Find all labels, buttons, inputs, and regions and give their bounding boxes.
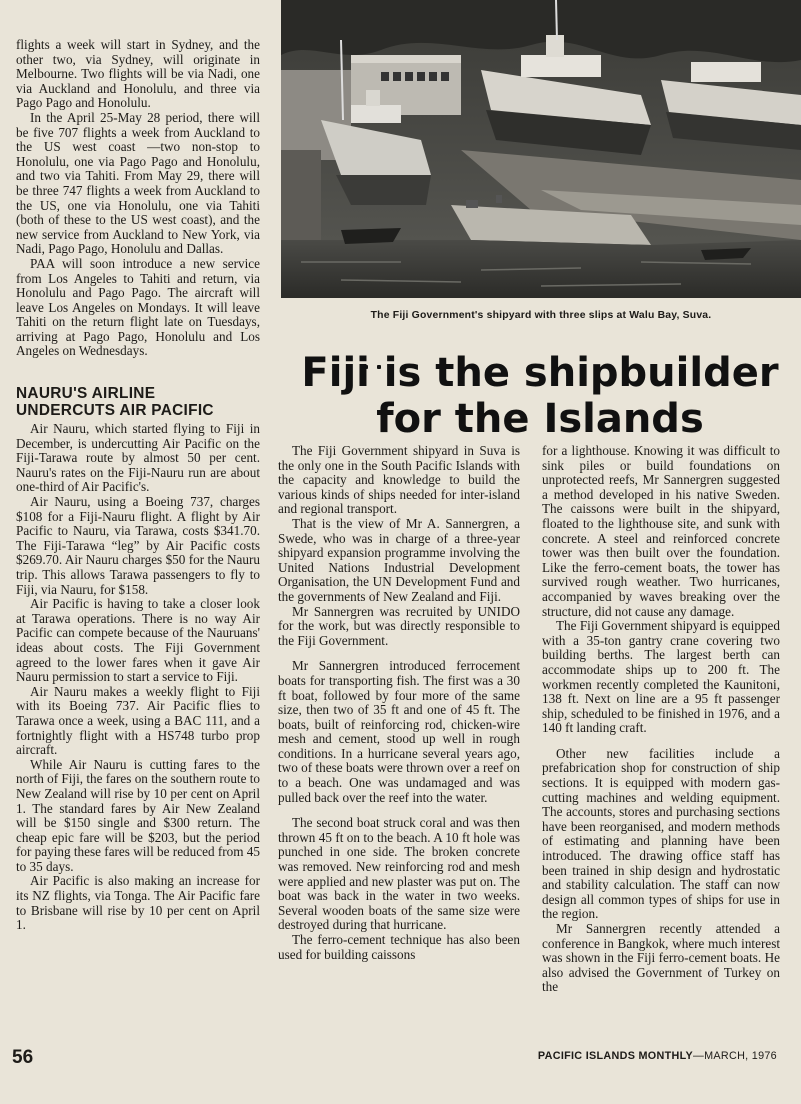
paragraph: flights a week will start in Sydney, and the other two, via Sydney, will originate in Melbourne. Two flights will be via Nadi, one via Auckland and Honolulu, and three via Pago Pago and Honolulu.	[16, 37, 260, 111]
photo-caption: The Fiji Government's shipyard with three slips at Walu Bay, Suva.	[370, 310, 712, 321]
headline-line: for the Islands	[376, 396, 704, 442]
paragraph: The second boat struck coral and was then thrown 45 ft on to the beach. A 10 ft hole was punched in one side. The broken concrete was removed. New reinforcing rod and mesh were applied and new plaster was put on. The boat was back in the water in two weeks. Several wooden boats of the same size were destroyed during that hurricane.	[278, 815, 520, 933]
paragraph: That is the view of Mr A. Sannergren, a Swede, who was in charge of a three-year shipyard expansion programme involving the United Nations Industrial Development Organisation, the UN Development Fund and the governments of New Zealand and Fiji.	[278, 515, 520, 604]
section-heading-line: NAURU'S AIRLINE	[16, 385, 156, 403]
paragraph: Air Nauru, using a Boeing 737, charges $108 for a Fiji-Nauru flight. A flight by Air Pacific to Nauru, via Tarawa, costs $341.70. The Fiji-Tarawa “leg” by Air Pacific costs $269.70. Air Nauru charges $50 for the Nauru trip. This allows Tarawa passengers to fly to Fiji, via Nauru, for $158.	[16, 494, 260, 597]
issue-date: —MARCH, 1976	[692, 1050, 777, 1062]
right-column	[542, 444, 780, 995]
magazine-name: PACIFIC ISLANDS MONTHLY	[537, 1050, 693, 1062]
paragraph: The Fiji Government shipyard is equipped with a 35-ton gantry crane covering two building berths. The largest berth can accommodate ships up to 200 ft. The workmen recently completed the Kaunitoni, 138 ft. Next on line are a 95 ft passenger ship, scheduled to be finished in 1976, and a 140 ft landing craft.	[542, 618, 780, 736]
left-column	[16, 38, 260, 933]
paragraph: The ferro-cement technique has also been used for building caissons	[278, 932, 520, 962]
paragraph: The Fiji Government shipyard in Suva is the only one in the South Pacific Islands with the capacity and knowledge to build the various kinds of ships needed for inter-island and regional transport.	[278, 443, 520, 517]
paragraph: for a lighthouse. Knowing it was difficult to sink piles or build foundations on unprotected reefs, Mr Sannergren suggested a method developed in his native Sweden. The caissons were built in the shipyard, floated to the lighthouse site, and sunk with concrete. A steel and reinforced concrete tower was then built over the foundation. Like the ferro-cement boats, the tower has survived rough weather. Two hurricanes, accompanied by waves breaking over the structure, did not cause any damage.	[542, 443, 780, 619]
paragraph: While Air Nauru is cutting fares to the north of Fiji, the fares on the southern route to New Zealand will rise by 10 per cent on April 1. The standard fares by Air New Zealand will be $150 single and $300 return. The cheap epic fare will be $203, but the period for paying these fares will be reduced from 45 to 35 days.	[16, 756, 260, 874]
paragraph: Air Nauru makes a weekly flight to Fiji with its Boeing 737. Air Pacific flies to Tarawa once a week, using a BAC 111, and a fortnightly flight with a HS748 turbo prop aircraft.	[16, 683, 260, 758]
paragraph: PAA will soon introduce a new service from Los Angeles to Tahiti and return, via Honolulu and Pago Pago. The aircraft will leave Los Angeles on Mondays. It will leave Tahiti on the return flight late on Tuesdays, arriving at Pago Pago, Honolulu and Los Angeles on Wednesdays.	[16, 255, 260, 359]
shipyard-photo-drawing	[281, 0, 801, 298]
middle-column	[278, 444, 520, 962]
paragraph: Other new facilities include a prefabrication shop for construction of ship sections. It is equipped with modern gas-cutting machines and welding equipment. The accounts, stores and purchasing sections have been reorganised, and modern methods of estimating and planning have been introduced. The drawing office staff has been trained in ship design and hydrostatic and stability calculation. The staff can now design all common types of ships for use in the region.	[542, 745, 780, 922]
paragraph: In the April 25-May 28 period, there will be five 707 flights a week from Auckland to the US west coast —two non-stop to Honolulu, one via Pago Pago and Honolulu, and two via Tahiti. From May 29, there will be three 747 flights a week from Auckland to the US, one via Honolulu, one via Tahiti (both of these to the US west coast), and the new service from Auckland to New York, via Nadi, Pago Pago, Honolulu and Dallas.	[16, 109, 260, 257]
section-heading-line: UNDERCUTS AIR PACIFIC	[16, 402, 214, 420]
article-headline	[300, 350, 780, 442]
section-heading	[16, 385, 260, 419]
paragraph: Air Pacific is having to take a closer look at Tarawa operations. There is no way Air Pacific can compete because of the Nauruans' ideas about costs. The Fiji Government agreed to the lower fares when it gave Air Nauru permission to start a service to Fiji.	[16, 596, 260, 685]
paragraph: Mr Sannergren recently attended a conference in Bangkok, where much interest was shown in the Fiji ferro-cement boats. He also advised the Government of Turkey on the	[542, 921, 780, 995]
magazine-footer	[538, 1050, 777, 1062]
headline-line: Fiji is the shipbuilder	[301, 350, 779, 396]
paragraph: Mr Sannergren introduced ferrocement boats for transporting fish. The first was a 30 ft boat, followed by four more of the same size, then two of 35 ft and one of 45 ft. The boats, built of reinforcing rod, chicken-wire mesh and cement, stood up well in rough conditions. In a hurricane several years ago, two of these boats were thrown over a reef on to a beach. One was undamaged and was pulled back over the reef into the water.	[278, 658, 520, 805]
paragraph: Mr Sannergren was recruited by UNIDO for the work, but was directly responsible to the Fiji Government.	[278, 603, 520, 648]
paragraph: Air Pacific is also making an increase for its NZ flights, via Tonga. The Air Pacific fare to Brisbane will rise by 10 per cent on April 1.	[16, 873, 260, 933]
paragraph: Air Nauru, which started flying to Fiji in December, is undercutting Air Pacific on the Fiji-Tarawa route by almost 50 per cent. Nauru's rates on the Fiji-Nauru run are about one-third of Air Pacific's.	[16, 421, 260, 495]
shipyard-photo	[281, 0, 801, 298]
page-number: 56	[12, 1047, 34, 1068]
